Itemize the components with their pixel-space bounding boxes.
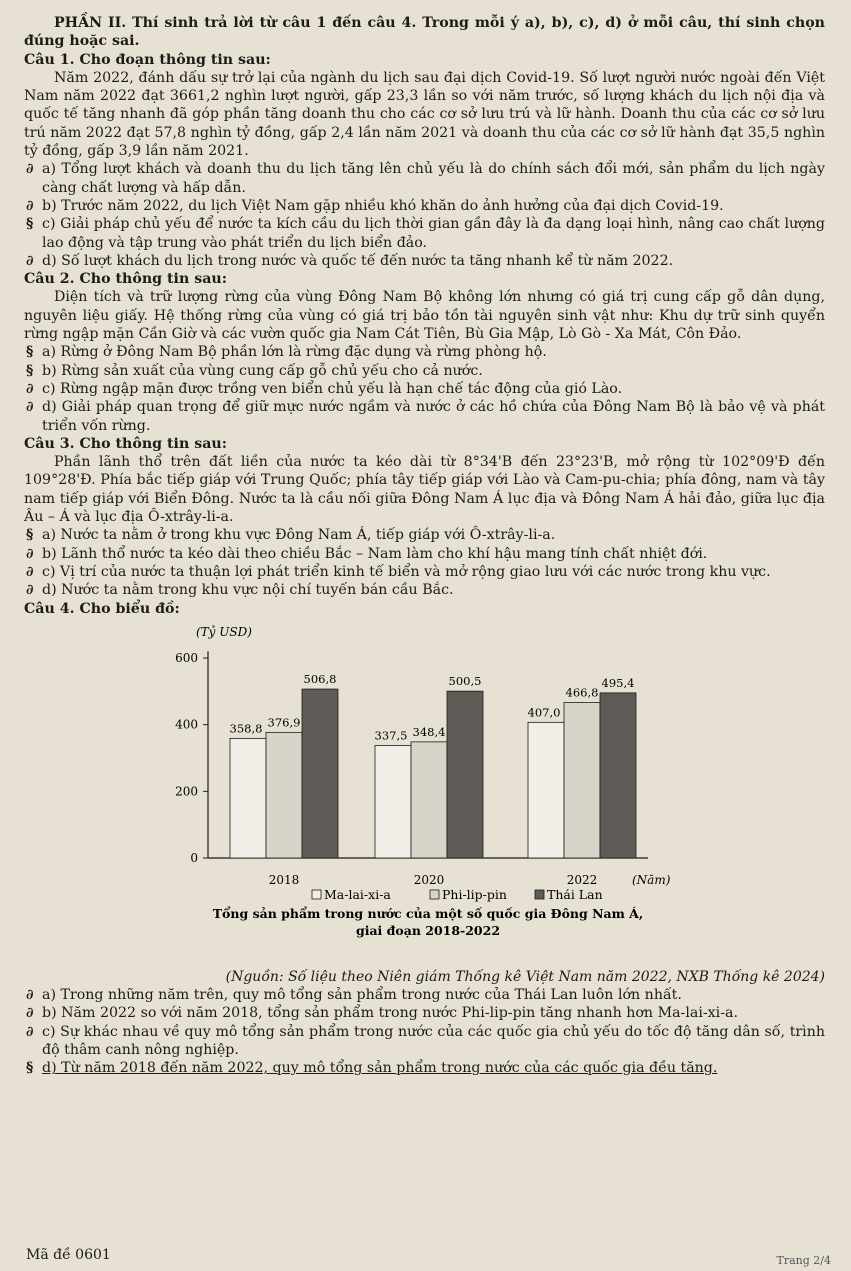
pen-mark-icon: §: [26, 527, 34, 544]
pen-mark-icon: §: [26, 1060, 34, 1077]
chart-title-line1: Tổng sản phẩm trong nước của một số quốc gia Đông Nam Á,: [212, 905, 644, 921]
page-number: Trang 2/4: [776, 1254, 831, 1267]
legend-label: Thái Lan: [547, 886, 603, 902]
q3-option-c[interactable]: ∂ c) Vị trí của nước ta thuận lợi phát triển kinh tế biển và mở rộng giao lưu với các nước trong khu vực.: [26, 563, 771, 580]
pen-mark-icon: §: [26, 362, 34, 379]
q2-option-a[interactable]: § a) Rừng ở Đông Nam Bộ phần lớn là rừng đặc dụng và rừng phòng hộ.: [26, 344, 547, 361]
q2-option-b[interactable]: § b) Rừng sản xuất của vùng cung cấp gỗ chủ yếu cho cả nước.: [26, 362, 483, 379]
y-tick-label: 0: [190, 850, 198, 865]
bar-value-label: 337,5: [374, 728, 408, 743]
bar-value-label: 506,8: [303, 671, 337, 686]
legend-label: Ma-lai-xi-a: [324, 886, 391, 902]
bar-value-label: 376,9: [267, 715, 301, 730]
pen-mark-icon: ∂: [26, 545, 34, 562]
bar-value-label: 407,0: [527, 705, 561, 720]
legend-swatch: [535, 890, 544, 899]
y-tick-label: 400: [175, 717, 198, 732]
q3-passage: Phần lãnh thổ trên đất liền của nước ta kéo dài từ 8°34'B đến 23°23'B, mở rộng từ 102°09'Đ đến 109°28'Đ. Phía bắc tiếp giáp với Trung Quốc; phía tây tiếp giáp với Lào và Cam-pu-chia; phía đông, nam và tây nam tiếp giáp với Biển Đông. Nước ta là cầu nối giữa Đông Nam Á lục địa và Đông Nam Á hải đảo, giữa lục địa Âu – Á và lục địa Ô-xtrây-li-a.: [24, 454, 825, 526]
q1-passage: Năm 2022, đánh dấu sự trở lại của ngành du lịch sau đại dịch Covid-19. Số lượt người nước ngoài đến Việt Nam năm 2022 đạt 3661,2 nghìn lượt người, gấp 23,3 lần so với năm trước, số lượng khách du lịch nội địa và quốc tế tăng nhanh đã góp phần tăng doanh thu cho các cơ sở lưu trú và lữ hành. Doanh thu của các cơ sở lưu trú năm 2022 đạt 57,8 nghìn tỷ đồng, gấp 2,4 lần năm 2021 và doanh thu của các cơ sở lữ hành đạt 35,5 nghìn tỷ đồng, gấp 3,9 lần năm 2021.: [24, 69, 825, 160]
q1-option-b[interactable]: ∂ b) Trước năm 2022, du lịch Việt Nam gặp nhiều khó khăn do ảnh hưởng của đại dịch Covid-19.: [26, 197, 724, 214]
pen-mark-icon: ∂: [26, 197, 34, 214]
x-tick-label: 2022: [566, 872, 598, 887]
pen-mark-icon: §: [26, 216, 34, 233]
bar-thái lan-2020: [447, 691, 483, 858]
q4-option-a[interactable]: ∂ a) Trong những năm trên, quy mô tổng sản phẩm trong nước của Thái Lan luôn lớn nhất.: [26, 987, 682, 1004]
pen-mark-icon: ∂: [26, 582, 34, 599]
q2-option-d[interactable]: ∂ d) Giải pháp quan trọng để giữ mực nước ngầm và nước ở các hồ chứa của Đông Nam Bộ là bảo vệ và phát triển vốn rừng.: [26, 399, 825, 434]
q3-option-a[interactable]: § a) Nước ta nằm ở trong khu vực Đông Nam Á, tiếp giáp với Ô-xtrây-li-a.: [26, 527, 556, 544]
q3-title: Câu 3. Cho thông tin sau:: [24, 435, 227, 452]
pen-mark-icon: ∂: [26, 1023, 34, 1040]
q4-source: (Nguồn: Số liệu theo Niên giám Thống kê Việt Nam năm 2022, NXB Thống kê 2024): [225, 968, 825, 985]
y-axis-unit-label: (Tỷ USD): [196, 624, 252, 639]
pen-mark-icon: §: [26, 344, 34, 361]
pen-mark-icon: ∂: [26, 161, 34, 178]
q4-option-b[interactable]: ∂ b) Năm 2022 so với năm 2018, tổng sản phẩm trong nước Phi-lip-pin tăng nhanh hơn Ma-lai-xi-a.: [26, 1005, 738, 1022]
chart-svg: [0, 618, 851, 968]
q2-passage: Diện tích và trữ lượng rừng của vùng Đông Nam Bộ không lớn nhưng có giá trị cung cấp gỗ dân dụng, nguyên liệu giấy. Hệ thống rừng của vùng có giá trị bảo tồn tài nguyên sinh vật như: Khu dự trữ sinh quyển rừng ngập mặn Cần Giờ và các vườn quốc gia Nam Cát Tiên, Bù Gia Mập, Lò Gò - Xa Mát, Côn Đảo.: [24, 289, 825, 343]
bar-phi-lip-pin-2020: [411, 742, 447, 858]
bar-value-label: 495,4: [601, 675, 635, 690]
q4-title: Câu 4. Cho biểu đồ:: [24, 600, 180, 617]
bar-ma-lai-xi-a-2022: [528, 722, 564, 858]
bar-thái lan-2022: [600, 693, 636, 858]
bar-value-label: 348,4: [412, 724, 446, 739]
legend-swatch: [430, 890, 439, 899]
x-axis-unit-label: (Năm): [632, 872, 671, 887]
x-tick-label: 2020: [413, 872, 445, 887]
exam-code: Mã đề 0601: [26, 1247, 111, 1263]
bar-value-label: 358,8: [229, 721, 263, 736]
q2-option-c[interactable]: ∂ c) Rừng ngập mặn được trồng ven biển chủ yếu là hạn chế tác động của gió Lào.: [26, 380, 623, 397]
x-tick-label: 2018: [268, 872, 300, 887]
q1-title: Câu 1. Cho đoạn thông tin sau:: [24, 51, 271, 68]
bar-thái lan-2018: [302, 689, 338, 858]
pen-mark-icon: ∂: [26, 1005, 34, 1022]
bar-value-label: 466,8: [565, 685, 599, 700]
q1-option-c[interactable]: § c) Giải pháp chủ yếu để nước ta kích cầu du lịch thời gian gần đây là đa dạng loại hình, nâng cao chất lượng lao động và tập trung vào phát triển du lịch biển đảo.: [26, 216, 825, 251]
bar-phi-lip-pin-2022: [564, 702, 600, 858]
bar-value-label: 500,5: [448, 673, 482, 688]
q1-option-a[interactable]: ∂ a) Tổng lượt khách và doanh thu du lịch tăng lên chủ yếu là do chính sách đổi mới, sản phẩm du lịch ngày càng chất lượng và hấp dẫn.: [26, 161, 825, 196]
part-intro: PHẦN II. Thí sinh trả lời từ câu 1 đến câu 4. Trong mỗi ý a), b), c), d) ở mỗi câu, thí sinh chọn đúng hoặc sai.: [24, 15, 825, 50]
pen-mark-icon: ∂: [26, 987, 34, 1004]
bar-phi-lip-pin-2018: [266, 732, 302, 858]
legend-label: Phi-lip-pin: [442, 886, 507, 902]
y-tick-label: 600: [175, 650, 198, 665]
bar-ma-lai-xi-a-2020: [375, 745, 411, 858]
bar-ma-lai-xi-a-2018: [230, 738, 266, 858]
q4-option-c[interactable]: ∂ c) Sự khác nhau về quy mô tổng sản phẩm trong nước của các quốc gia chủ yếu do tốc độ tăng dân số, trình độ thâm canh nông nghiệp.: [26, 1023, 825, 1058]
chart-title-line2: giai đoạn 2018-2022: [355, 922, 501, 938]
gdp-bar-chart: [0, 618, 851, 968]
pen-mark-icon: ∂: [26, 252, 34, 269]
y-tick-label: 200: [175, 784, 198, 799]
legend-swatch: [312, 890, 321, 899]
q3-option-d[interactable]: ∂ d) Nước ta nằm trong khu vực nội chí tuyến bán cầu Bắc.: [26, 582, 454, 599]
q3-option-b[interactable]: ∂ b) Lãnh thổ nước ta kéo dài theo chiều Bắc – Nam làm cho khí hậu mang tính chất nhiệt đới.: [26, 545, 708, 562]
pen-mark-icon: ∂: [26, 563, 34, 580]
q1-option-d[interactable]: ∂ d) Số lượt khách du lịch trong nước và quốc tế đến nước ta tăng nhanh kể từ năm 2022.: [26, 252, 674, 269]
q4-option-d[interactable]: § d) Từ năm 2018 đến năm 2022, quy mô tổng sản phẩm trong nước của các quốc gia đều tăng.: [26, 1060, 718, 1077]
q2-title: Câu 2. Cho thông tin sau:: [24, 271, 227, 288]
pen-mark-icon: ∂: [26, 399, 34, 416]
pen-mark-icon: ∂: [26, 380, 34, 397]
